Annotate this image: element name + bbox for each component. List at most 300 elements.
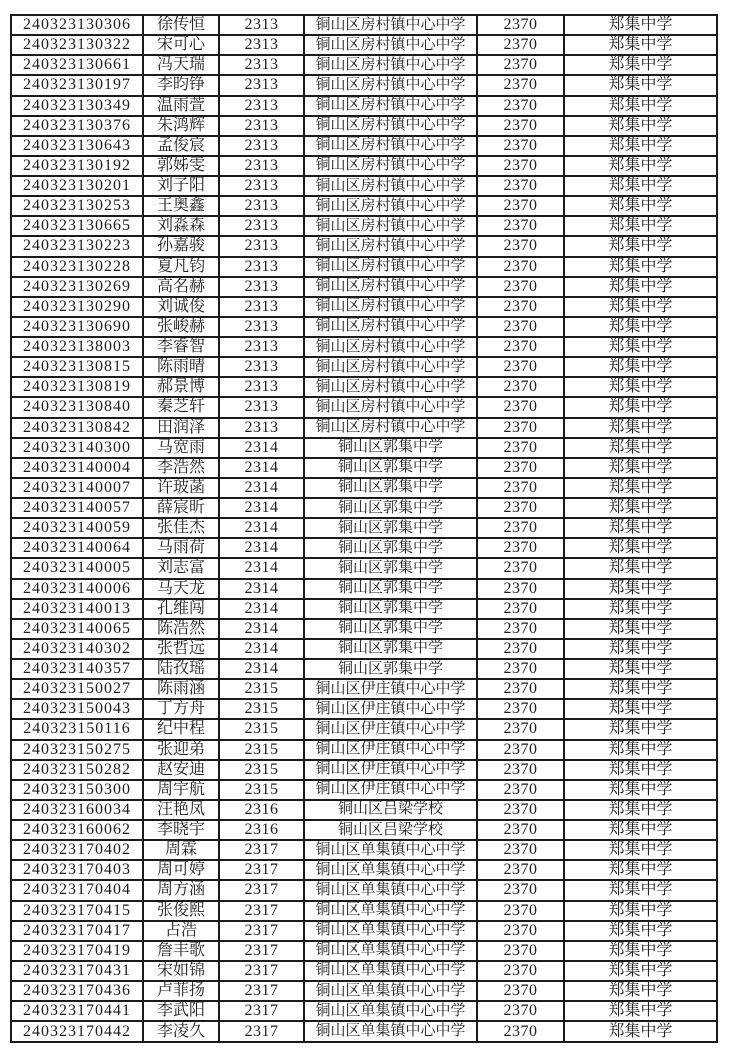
school-code-cell: 2317 (219, 981, 304, 1001)
school-code-cell: 2314 (219, 579, 304, 599)
assigned-school-cell: 郑集中学 (564, 116, 717, 136)
table-row (11, 458, 717, 478)
exam-number-cell: 240323130306 (11, 15, 143, 35)
exam-number-cell: 240323140005 (11, 558, 143, 578)
school-code-cell: 2314 (219, 438, 304, 458)
assigned-school-cell: 郑集中学 (564, 780, 717, 800)
table-row (11, 317, 717, 337)
school-name-cell: 铜山区房村镇中心中学 (304, 96, 477, 116)
student-name-cell: 李浩然 (143, 458, 219, 478)
assigned-code-cell: 2370 (477, 619, 564, 639)
school-code-cell: 2313 (219, 75, 304, 95)
school-code-cell: 2317 (219, 860, 304, 880)
exam-number-cell: 240323150116 (11, 719, 143, 739)
table-row (11, 15, 717, 35)
student-name-cell: 刘子阳 (143, 176, 219, 196)
assigned-code-cell: 2370 (477, 880, 564, 900)
school-name-cell: 铜山区房村镇中心中学 (304, 176, 477, 196)
student-name-cell: 陈雨晴 (143, 357, 219, 377)
exam-number-cell: 240323170442 (11, 1021, 143, 1042)
school-code-cell: 2313 (219, 297, 304, 317)
table-row (11, 35, 717, 55)
exam-number-cell: 240323140059 (11, 518, 143, 538)
table-row (11, 498, 717, 518)
student-name-cell: 张哲远 (143, 639, 219, 659)
assigned-code-cell: 2370 (477, 599, 564, 619)
exam-number-cell: 240323170436 (11, 981, 143, 1001)
school-code-cell: 2313 (219, 337, 304, 357)
assigned-school-cell: 郑集中学 (564, 558, 717, 578)
school-name-cell: 铜山区房村镇中心中学 (304, 357, 477, 377)
school-code-cell: 2313 (219, 196, 304, 216)
assigned-code-cell: 2370 (477, 740, 564, 760)
exam-number-cell: 240323140300 (11, 438, 143, 458)
student-name-cell: 薛宸昕 (143, 498, 219, 518)
school-name-cell: 铜山区单集镇中心中学 (304, 880, 477, 900)
assigned-code-cell: 2370 (477, 458, 564, 478)
assigned-school-cell: 郑集中学 (564, 478, 717, 498)
school-name-cell: 铜山区房村镇中心中学 (304, 75, 477, 95)
exam-number-cell: 240323130815 (11, 357, 143, 377)
student-name-cell: 陈雨涵 (143, 679, 219, 699)
school-code-cell: 2315 (219, 780, 304, 800)
assigned-code-cell: 2370 (477, 216, 564, 236)
exam-number-cell: 240323150300 (11, 780, 143, 800)
assigned-code-cell: 2370 (477, 538, 564, 558)
student-roster-table-body (11, 15, 717, 1042)
school-code-cell: 2315 (219, 760, 304, 780)
assigned-code-cell: 2370 (477, 55, 564, 75)
assigned-school-cell: 郑集中学 (564, 880, 717, 900)
school-name-cell: 铜山区房村镇中心中学 (304, 15, 477, 35)
student-name-cell: 张迎弟 (143, 740, 219, 760)
student-name-cell: 李晓宇 (143, 820, 219, 840)
student-name-cell: 卢菲扬 (143, 981, 219, 1001)
exam-number-cell: 240323170419 (11, 941, 143, 961)
assigned-code-cell: 2370 (477, 820, 564, 840)
table-row (11, 1021, 717, 1042)
school-code-cell: 2314 (219, 538, 304, 558)
school-name-cell: 铜山区伊庄镇中心中学 (304, 780, 477, 800)
table-row (11, 96, 717, 116)
school-name-cell: 铜山区郭集中学 (304, 619, 477, 639)
exam-number-cell: 240323140004 (11, 458, 143, 478)
assigned-school-cell: 郑集中学 (564, 538, 717, 558)
assigned-code-cell: 2370 (477, 397, 564, 417)
student-name-cell: 郭姊雯 (143, 156, 219, 176)
school-code-cell: 2316 (219, 800, 304, 820)
student-name-cell: 孟俊宸 (143, 136, 219, 156)
assigned-code-cell: 2370 (477, 659, 564, 679)
exam-number-cell: 240323150282 (11, 760, 143, 780)
table-row (11, 116, 717, 136)
assigned-code-cell: 2370 (477, 719, 564, 739)
student-name-cell: 詹丰歌 (143, 941, 219, 961)
table-row (11, 538, 717, 558)
school-name-cell: 铜山区房村镇中心中学 (304, 196, 477, 216)
table-row (11, 699, 717, 719)
student-name-cell: 秦芝轩 (143, 397, 219, 417)
school-name-cell: 铜山区房村镇中心中学 (304, 377, 477, 397)
exam-number-cell: 240323130192 (11, 156, 143, 176)
school-name-cell: 铜山区伊庄镇中心中学 (304, 740, 477, 760)
exam-number-cell: 240323170417 (11, 921, 143, 941)
exam-number-cell: 240323130665 (11, 216, 143, 236)
exam-number-cell: 240323140013 (11, 599, 143, 619)
school-code-cell: 2313 (219, 156, 304, 176)
student-name-cell: 丁方舟 (143, 699, 219, 719)
table-row (11, 860, 717, 880)
student-name-cell: 刘诚俊 (143, 297, 219, 317)
assigned-school-cell: 郑集中学 (564, 901, 717, 921)
exam-number-cell: 240323170404 (11, 880, 143, 900)
school-code-cell: 2313 (219, 397, 304, 417)
table-row (11, 55, 717, 75)
exam-number-cell: 240323130223 (11, 236, 143, 256)
table-row (11, 820, 717, 840)
table-row (11, 760, 717, 780)
school-code-cell: 2314 (219, 458, 304, 478)
exam-number-cell: 240323140065 (11, 619, 143, 639)
school-name-cell: 铜山区单集镇中心中学 (304, 860, 477, 880)
assigned-code-cell: 2370 (477, 921, 564, 941)
table-row (11, 478, 717, 498)
table-row (11, 277, 717, 297)
assigned-school-cell: 郑集中学 (564, 55, 717, 75)
school-name-cell: 铜山区郭集中学 (304, 579, 477, 599)
school-name-cell: 铜山区单集镇中心中学 (304, 961, 477, 981)
assigned-school-cell: 郑集中学 (564, 599, 717, 619)
exam-number-cell: 240323130661 (11, 55, 143, 75)
table-row (11, 659, 717, 679)
assigned-school-cell: 郑集中学 (564, 941, 717, 961)
assigned-school-cell: 郑集中学 (564, 35, 717, 55)
table-row (11, 216, 717, 236)
table-row (11, 196, 717, 216)
school-code-cell: 2313 (219, 136, 304, 156)
assigned-school-cell: 郑集中学 (564, 297, 717, 317)
assigned-code-cell: 2370 (477, 156, 564, 176)
assigned-code-cell: 2370 (477, 116, 564, 136)
table-row (11, 679, 717, 699)
assigned-code-cell: 2370 (477, 760, 564, 780)
assigned-code-cell: 2370 (477, 840, 564, 860)
student-name-cell: 李武阳 (143, 1001, 219, 1021)
assigned-code-cell: 2370 (477, 1021, 564, 1042)
assigned-school-cell: 郑集中学 (564, 377, 717, 397)
exam-number-cell: 240323150027 (11, 679, 143, 699)
school-code-cell: 2313 (219, 15, 304, 35)
assigned-school-cell: 郑集中学 (564, 15, 717, 35)
student-name-cell: 张佳杰 (143, 518, 219, 538)
assigned-school-cell: 郑集中学 (564, 196, 717, 216)
student-name-cell: 张俊熙 (143, 901, 219, 921)
school-name-cell: 铜山区郭集中学 (304, 659, 477, 679)
exam-number-cell: 240323170403 (11, 860, 143, 880)
exam-number-cell: 240323130201 (11, 176, 143, 196)
school-name-cell: 铜山区吕梁学校 (304, 800, 477, 820)
exam-number-cell: 240323150275 (11, 740, 143, 760)
exam-number-cell: 240323130228 (11, 257, 143, 277)
school-name-cell: 铜山区单集镇中心中学 (304, 1021, 477, 1042)
assigned-code-cell: 2370 (477, 558, 564, 578)
school-code-cell: 2315 (219, 740, 304, 760)
school-name-cell: 铜山区单集镇中心中学 (304, 840, 477, 860)
assigned-code-cell: 2370 (477, 176, 564, 196)
school-code-cell: 2315 (219, 679, 304, 699)
table-row (11, 719, 717, 739)
school-name-cell: 铜山区伊庄镇中心中学 (304, 699, 477, 719)
assigned-school-cell: 郑集中学 (564, 719, 717, 739)
table-row (11, 136, 717, 156)
assigned-code-cell: 2370 (477, 136, 564, 156)
exam-number-cell: 240323130376 (11, 116, 143, 136)
school-code-cell: 2317 (219, 1001, 304, 1021)
school-name-cell: 铜山区房村镇中心中学 (304, 337, 477, 357)
assigned-school-cell: 郑集中学 (564, 659, 717, 679)
school-name-cell: 铜山区房村镇中心中学 (304, 55, 477, 75)
student-name-cell: 张峻赫 (143, 317, 219, 337)
school-code-cell: 2317 (219, 1021, 304, 1042)
school-code-cell: 2314 (219, 619, 304, 639)
school-name-cell: 铜山区伊庄镇中心中学 (304, 679, 477, 699)
school-code-cell: 2313 (219, 418, 304, 438)
table-row (11, 599, 717, 619)
assigned-code-cell: 2370 (477, 699, 564, 719)
school-code-cell: 2317 (219, 901, 304, 921)
assigned-code-cell: 2370 (477, 75, 564, 95)
assigned-school-cell: 郑集中学 (564, 498, 717, 518)
assigned-school-cell: 郑集中学 (564, 176, 717, 196)
school-name-cell: 铜山区房村镇中心中学 (304, 216, 477, 236)
table-row (11, 176, 717, 196)
school-name-cell: 铜山区郭集中学 (304, 538, 477, 558)
student-name-cell: 周可婷 (143, 860, 219, 880)
assigned-code-cell: 2370 (477, 337, 564, 357)
exam-number-cell: 240323130643 (11, 136, 143, 156)
table-row (11, 156, 717, 176)
school-name-cell: 铜山区伊庄镇中心中学 (304, 760, 477, 780)
assigned-code-cell: 2370 (477, 377, 564, 397)
exam-number-cell: 240323140057 (11, 498, 143, 518)
assigned-code-cell: 2370 (477, 277, 564, 297)
exam-number-cell: 240323170441 (11, 1001, 143, 1021)
school-name-cell: 铜山区伊庄镇中心中学 (304, 719, 477, 739)
student-name-cell: 刘淼森 (143, 216, 219, 236)
exam-number-cell: 240323140007 (11, 478, 143, 498)
table-row (11, 901, 717, 921)
table-row (11, 840, 717, 860)
school-name-cell: 铜山区郭集中学 (304, 498, 477, 518)
exam-number-cell: 240323160034 (11, 800, 143, 820)
table-row (11, 397, 717, 417)
student-name-cell: 冯天瑞 (143, 55, 219, 75)
school-code-cell: 2313 (219, 377, 304, 397)
school-code-cell: 2313 (219, 55, 304, 75)
student-name-cell: 高名赫 (143, 277, 219, 297)
table-row (11, 357, 717, 377)
student-name-cell: 郝景博 (143, 377, 219, 397)
table-row (11, 941, 717, 961)
school-code-cell: 2317 (219, 941, 304, 961)
assigned-school-cell: 郑集中学 (564, 438, 717, 458)
student-name-cell: 马雨荷 (143, 538, 219, 558)
school-code-cell: 2313 (219, 176, 304, 196)
assigned-school-cell: 郑集中学 (564, 760, 717, 780)
exam-number-cell: 240323170402 (11, 840, 143, 860)
exam-number-cell: 240323140357 (11, 659, 143, 679)
school-code-cell: 2314 (219, 558, 304, 578)
student-name-cell: 李睿智 (143, 337, 219, 357)
school-code-cell: 2313 (219, 236, 304, 256)
student-name-cell: 陆孜瑶 (143, 659, 219, 679)
school-name-cell: 铜山区郭集中学 (304, 478, 477, 498)
assigned-code-cell: 2370 (477, 498, 564, 518)
exam-number-cell: 240323130290 (11, 297, 143, 317)
school-code-cell: 2313 (219, 277, 304, 297)
school-name-cell: 铜山区郭集中学 (304, 558, 477, 578)
assigned-school-cell: 郑集中学 (564, 961, 717, 981)
exam-number-cell: 240323140006 (11, 579, 143, 599)
exam-number-cell: 240323130253 (11, 196, 143, 216)
school-name-cell: 铜山区房村镇中心中学 (304, 297, 477, 317)
assigned-school-cell: 郑集中学 (564, 619, 717, 639)
student-name-cell: 王奥鑫 (143, 196, 219, 216)
school-name-cell: 铜山区房村镇中心中学 (304, 317, 477, 337)
assigned-school-cell: 郑集中学 (564, 236, 717, 256)
assigned-school-cell: 郑集中学 (564, 337, 717, 357)
school-name-cell: 铜山区房村镇中心中学 (304, 277, 477, 297)
student-name-cell: 纪中程 (143, 719, 219, 739)
table-row (11, 619, 717, 639)
table-row (11, 981, 717, 1001)
school-code-cell: 2316 (219, 820, 304, 840)
assigned-school-cell: 郑集中学 (564, 921, 717, 941)
assigned-code-cell: 2370 (477, 96, 564, 116)
assigned-school-cell: 郑集中学 (564, 257, 717, 277)
assigned-school-cell: 郑集中学 (564, 277, 717, 297)
assigned-code-cell: 2370 (477, 800, 564, 820)
student-name-cell: 徐传恒 (143, 15, 219, 35)
assigned-school-cell: 郑集中学 (564, 1001, 717, 1021)
school-name-cell: 铜山区房村镇中心中学 (304, 397, 477, 417)
school-name-cell: 铜山区郭集中学 (304, 599, 477, 619)
school-code-cell: 2315 (219, 699, 304, 719)
assigned-school-cell: 郑集中学 (564, 75, 717, 95)
student-name-cell: 朱鸿辉 (143, 116, 219, 136)
exam-number-cell: 240323170415 (11, 901, 143, 921)
school-code-cell: 2313 (219, 216, 304, 236)
school-name-cell: 铜山区单集镇中心中学 (304, 901, 477, 921)
exam-number-cell: 240323130842 (11, 418, 143, 438)
assigned-school-cell: 郑集中学 (564, 699, 717, 719)
assigned-school-cell: 郑集中学 (564, 96, 717, 116)
school-code-cell: 2317 (219, 840, 304, 860)
table-row (11, 880, 717, 900)
assigned-code-cell: 2370 (477, 780, 564, 800)
table-row (11, 780, 717, 800)
assigned-code-cell: 2370 (477, 357, 564, 377)
student-name-cell: 夏凡钧 (143, 257, 219, 277)
school-code-cell: 2313 (219, 257, 304, 277)
spreadsheet-region (10, 14, 718, 1043)
assigned-school-cell: 郑集中学 (564, 639, 717, 659)
assigned-school-cell: 郑集中学 (564, 679, 717, 699)
exam-number-cell: 240323160062 (11, 820, 143, 840)
exam-number-cell: 240323140302 (11, 639, 143, 659)
table-row (11, 800, 717, 820)
assigned-code-cell: 2370 (477, 679, 564, 699)
student-name-cell: 孙嘉骏 (143, 236, 219, 256)
student-name-cell: 周宇航 (143, 780, 219, 800)
table-row (11, 257, 717, 277)
table-row (11, 236, 717, 256)
student-name-cell: 周霖 (143, 840, 219, 860)
table-row (11, 438, 717, 458)
assigned-code-cell: 2370 (477, 418, 564, 438)
school-name-cell: 铜山区郭集中学 (304, 438, 477, 458)
school-name-cell: 铜山区房村镇中心中学 (304, 156, 477, 176)
exam-number-cell: 240323138003 (11, 337, 143, 357)
assigned-school-cell: 郑集中学 (564, 860, 717, 880)
school-name-cell: 铜山区房村镇中心中学 (304, 35, 477, 55)
assigned-code-cell: 2370 (477, 257, 564, 277)
assigned-code-cell: 2370 (477, 15, 564, 35)
school-name-cell: 铜山区郭集中学 (304, 518, 477, 538)
student-name-cell: 周方涵 (143, 880, 219, 900)
exam-number-cell: 240323130269 (11, 277, 143, 297)
school-code-cell: 2313 (219, 35, 304, 55)
school-name-cell: 铜山区房村镇中心中学 (304, 136, 477, 156)
school-name-cell: 铜山区房村镇中心中学 (304, 257, 477, 277)
school-code-cell: 2315 (219, 719, 304, 739)
table-row (11, 639, 717, 659)
assigned-school-cell: 郑集中学 (564, 357, 717, 377)
school-name-cell: 铜山区吕梁学校 (304, 820, 477, 840)
student-name-cell: 马宽雨 (143, 438, 219, 458)
assigned-school-cell: 郑集中学 (564, 981, 717, 1001)
student-name-cell: 田润泽 (143, 418, 219, 438)
school-name-cell: 铜山区单集镇中心中学 (304, 941, 477, 961)
assigned-code-cell: 2370 (477, 317, 564, 337)
school-name-cell: 铜山区单集镇中心中学 (304, 981, 477, 1001)
student-name-cell: 宋可心 (143, 35, 219, 55)
assigned-code-cell: 2370 (477, 297, 564, 317)
assigned-school-cell: 郑集中学 (564, 518, 717, 538)
school-code-cell: 2313 (219, 96, 304, 116)
assigned-school-cell: 郑集中学 (564, 740, 717, 760)
assigned-code-cell: 2370 (477, 579, 564, 599)
exam-number-cell: 240323130197 (11, 75, 143, 95)
student-name-cell: 汪艳凤 (143, 800, 219, 820)
exam-number-cell: 240323130840 (11, 397, 143, 417)
student-name-cell: 李凌久 (143, 1021, 219, 1042)
assigned-code-cell: 2370 (477, 478, 564, 498)
school-name-cell: 铜山区郭集中学 (304, 458, 477, 478)
student-name-cell: 宋如锦 (143, 961, 219, 981)
school-code-cell: 2317 (219, 880, 304, 900)
school-name-cell: 铜山区房村镇中心中学 (304, 116, 477, 136)
assigned-code-cell: 2370 (477, 981, 564, 1001)
table-row (11, 558, 717, 578)
student-roster-table (10, 14, 718, 1043)
exam-number-cell: 240323130819 (11, 377, 143, 397)
assigned-code-cell: 2370 (477, 438, 564, 458)
exam-number-cell: 240323130690 (11, 317, 143, 337)
table-row (11, 1001, 717, 1021)
table-row (11, 518, 717, 538)
assigned-school-cell: 郑集中学 (564, 800, 717, 820)
